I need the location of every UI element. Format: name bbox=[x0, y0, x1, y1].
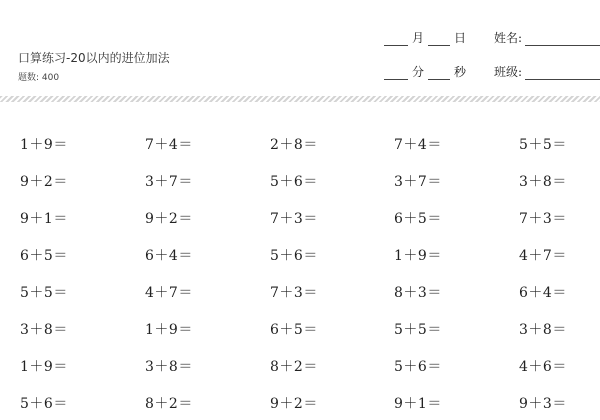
problem-cell: 6＋5＝ bbox=[270, 322, 318, 338]
problem-cell: 9＋2＝ bbox=[20, 174, 68, 190]
problem-cell: 3＋8＝ bbox=[20, 322, 68, 338]
problem-cell: 1＋9＝ bbox=[20, 137, 68, 153]
problem-cell: 6＋5＝ bbox=[394, 211, 442, 227]
problem-cell: 4＋6＝ bbox=[519, 359, 567, 375]
problem-cell: 7＋4＝ bbox=[394, 137, 442, 153]
problem-cell: 2＋8＝ bbox=[270, 137, 318, 153]
problem-cell: 6＋4＝ bbox=[145, 248, 193, 264]
problem-cell: 9＋3＝ bbox=[519, 396, 567, 412]
problem-cell: 9＋2＝ bbox=[145, 211, 193, 227]
problem-cell: 3＋7＝ bbox=[145, 174, 193, 190]
worksheet-title: 口算练习-20以内的进位加法 bbox=[18, 51, 170, 65]
problem-cell: 9＋1＝ bbox=[394, 396, 442, 412]
problem-cell: 5＋6＝ bbox=[394, 359, 442, 375]
problem-cell: 5＋5＝ bbox=[20, 285, 68, 301]
problem-cell: 5＋6＝ bbox=[20, 396, 68, 412]
month-label: 月 bbox=[412, 31, 425, 45]
problem-cell: 3＋8＝ bbox=[519, 174, 567, 190]
problem-cell: 1＋9＝ bbox=[20, 359, 68, 375]
problem-cell: 7＋3＝ bbox=[270, 285, 318, 301]
problem-cell: 5＋6＝ bbox=[270, 248, 318, 264]
problem-cell: 9＋2＝ bbox=[270, 396, 318, 412]
problem-cell: 1＋9＝ bbox=[394, 248, 442, 264]
problem-cell: 3＋8＝ bbox=[519, 322, 567, 338]
problem-cell: 5＋5＝ bbox=[519, 137, 567, 153]
second-label: 秒 bbox=[454, 65, 467, 79]
class-label: 班级: bbox=[494, 65, 523, 79]
problem-cell: 6＋5＝ bbox=[20, 248, 68, 264]
problem-cell: 6＋4＝ bbox=[519, 285, 567, 301]
problem-cell: 7＋3＝ bbox=[519, 211, 567, 227]
problem-cell: 4＋7＝ bbox=[145, 285, 193, 301]
day-label: 日 bbox=[454, 31, 467, 45]
problem-cell: 5＋6＝ bbox=[270, 174, 318, 190]
problem-cell: 8＋2＝ bbox=[270, 359, 318, 375]
problem-cell: 8＋2＝ bbox=[145, 396, 193, 412]
name-label: 姓名: bbox=[494, 31, 523, 45]
problem-cell: 9＋1＝ bbox=[20, 211, 68, 227]
problem-cell: 3＋8＝ bbox=[145, 359, 193, 375]
problem-cell: 5＋5＝ bbox=[394, 322, 442, 338]
problem-cell: 8＋3＝ bbox=[394, 285, 442, 301]
problem-cell: 1＋9＝ bbox=[145, 322, 193, 338]
problem-cell: 3＋7＝ bbox=[394, 174, 442, 190]
minute-label: 分 bbox=[412, 65, 425, 79]
problem-count: 题数: 400 bbox=[18, 73, 60, 83]
problem-cell: 7＋4＝ bbox=[145, 137, 193, 153]
problem-cell: 4＋7＝ bbox=[519, 248, 567, 264]
problem-cell: 7＋3＝ bbox=[270, 211, 318, 227]
